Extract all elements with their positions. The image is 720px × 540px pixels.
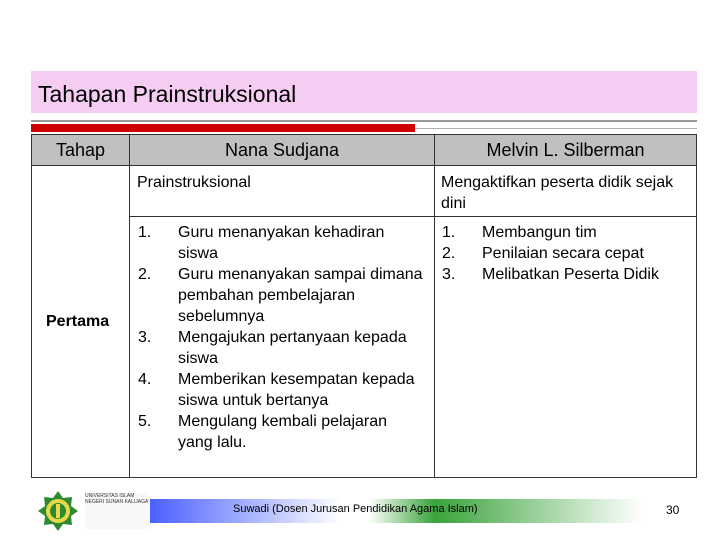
- list-item: [442, 222, 692, 243]
- list-text: Membangun tim: [482, 224, 597, 241]
- slide-title: Tahapan Prainstruksional: [38, 81, 297, 107]
- list-item: [138, 327, 423, 369]
- list-number: 5.: [138, 413, 152, 430]
- cell-pertama: Pertama: [46, 313, 110, 330]
- list-number: 2.: [442, 245, 456, 262]
- silberman-list: [442, 222, 692, 285]
- header-tahap: Tahap: [32, 135, 129, 165]
- header-nana-sudjana: Nana Sudjana: [130, 135, 434, 165]
- sudjana-list: [138, 222, 423, 453]
- column-divider: [129, 135, 130, 477]
- title-rule: [31, 120, 697, 122]
- list-text: Penilaian secara cepat: [482, 245, 644, 262]
- list-number: 3.: [138, 329, 152, 346]
- list-number: 4.: [138, 371, 152, 388]
- list-number: 1.: [138, 224, 152, 241]
- list-item: [138, 222, 423, 264]
- university-logo-icon: [37, 490, 79, 532]
- page-number: 30: [666, 503, 680, 517]
- list-number: 1.: [442, 224, 456, 241]
- list-item: [138, 369, 423, 411]
- list-text: Guru menanyakan kehadiran siswa: [178, 224, 385, 262]
- logo-caption: UNIVERSITAS ISLAM NEGERI SUNAN KALIJAGA: [85, 493, 149, 529]
- list-text: Mengajukan pertanyaan kepada siswa: [178, 329, 407, 367]
- column-divider: [434, 135, 435, 477]
- list-number: 3.: [442, 266, 456, 283]
- list-text: Guru menanyakan sampai dimana pembahan pembelajaran sebelumnya: [178, 266, 423, 325]
- cell-prainstruksional: Prainstruksional: [137, 174, 251, 191]
- list-item: [138, 264, 423, 327]
- list-number: 2.: [138, 266, 152, 283]
- red-accent-bar: [31, 124, 415, 132]
- list-item: [138, 411, 423, 453]
- list-text: Memberikan kesempatan kepada siswa untuk bertanya: [178, 371, 415, 409]
- list-item: [442, 243, 692, 264]
- gray-accent-line: [415, 128, 697, 129]
- cell-mengaktifkan: Mengaktifkan peserta didik sejak dini: [441, 174, 674, 212]
- footer-author: Suwadi (Dosen Jurusan Pendidikan Agama Islam): [233, 503, 478, 515]
- list-item: [442, 264, 692, 285]
- list-text: Melibatkan Peserta Didik: [482, 266, 659, 283]
- header-divider: [32, 165, 696, 166]
- list-text: Mengulang kembali pelajaran yang lalu.: [178, 413, 388, 451]
- row-divider: [129, 216, 696, 217]
- comparison-table: [31, 134, 697, 478]
- header-melvin-silberman: Melvin L. Silberman: [435, 135, 696, 165]
